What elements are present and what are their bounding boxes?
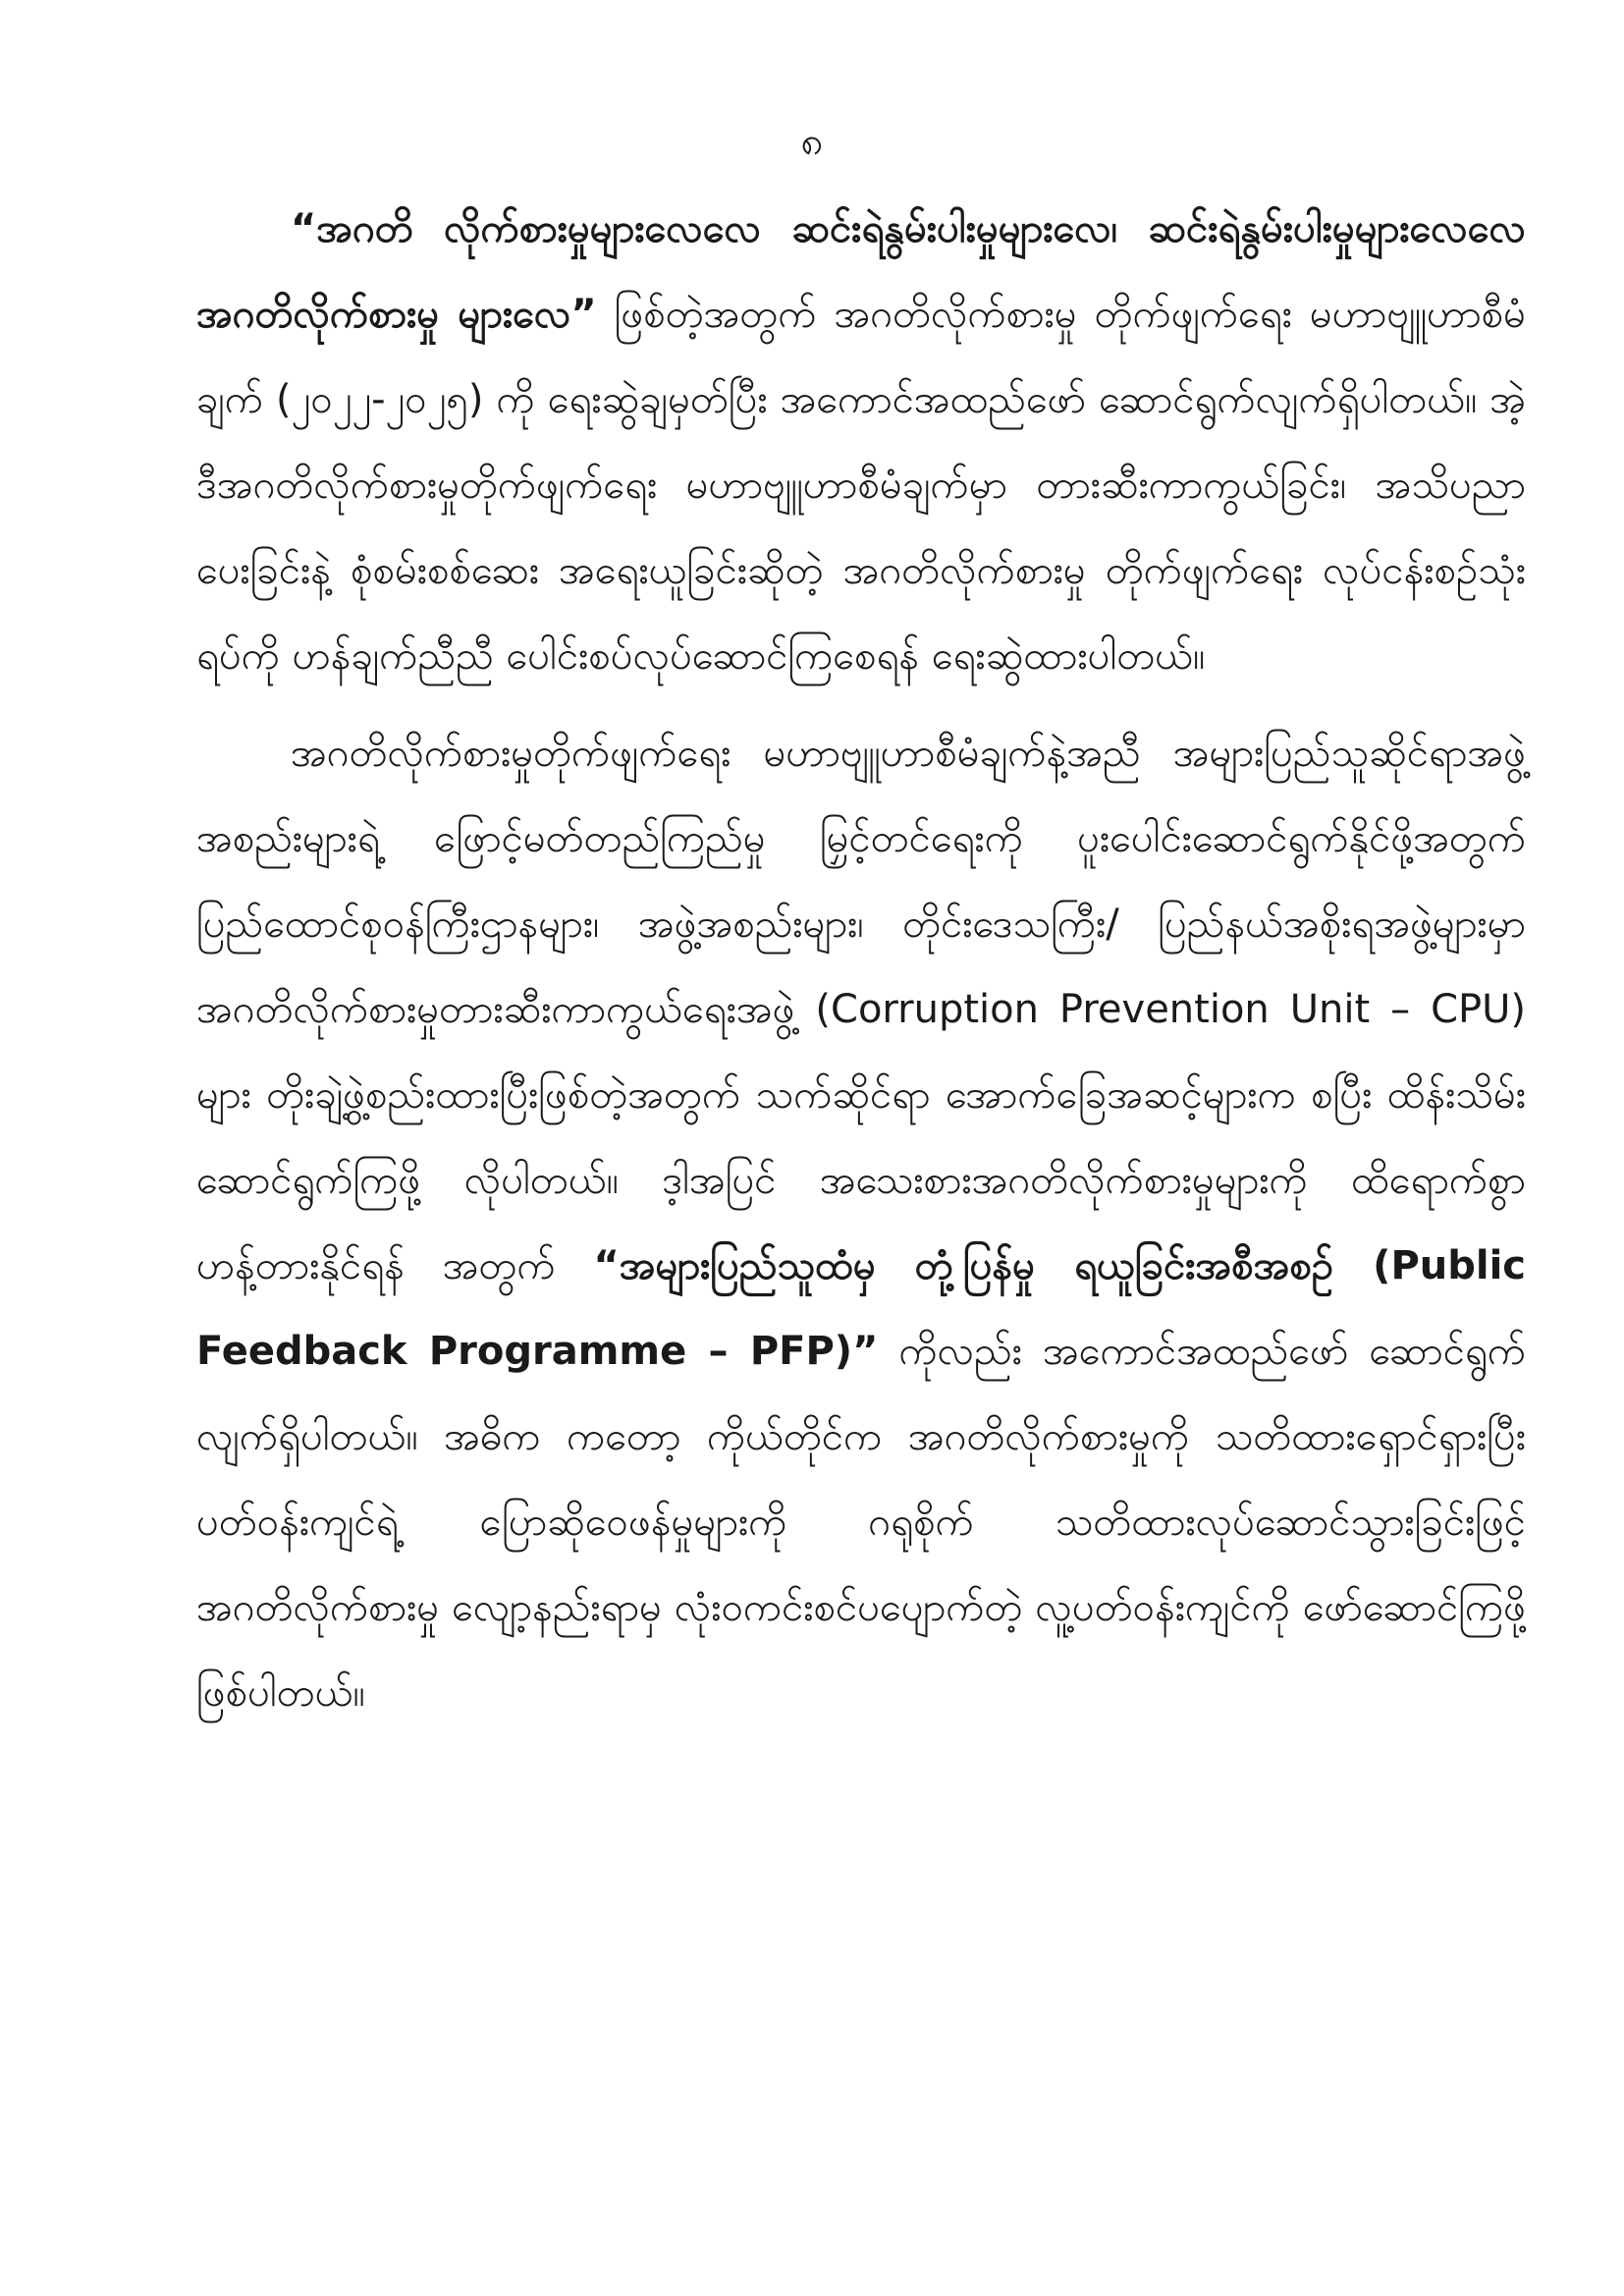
quote-bold-text: “အဂတိ လိုက်စားမှုများလေလေ ဆင်းရဲနွမ်းပါးမှုများလေ၊ ဆင်းရဲနွမ်းပါးမှုများလေလေ အဂတိလိုက်စားမှု များလေ”	[196, 206, 1526, 337]
page-number: ၈	[800, 119, 824, 164]
paragraph-text: ကိုလည်း အကောင်အထည်ဖော် ဆောင်ရွက်လျက်ရှိပါတယ်။ အဓိက ကတော့ ကိုယ်တိုင်က အဂတိလိုက်စားမှုကို သတိထားရှောင်ရှားပြီး ပတ်ဝန်းကျင်ရဲ့ ပြောဆိုဝေဖန်မှုများကို ဂရုစိုက် သတိထားလုပ်ဆောင်သွားခြင်းဖြင့် အဂတိလိုက်စားမှု လျော့နည်းရာမှ လုံးဝကင်းစင်ပပျောက်တဲ့ လူ့ပတ်ဝန်းကျင်ကို ဖော်ဆောင်ကြဖို့ ဖြစ်ပါတယ်။	[196, 1329, 1526, 1716]
paragraph-text: ဖြစ်တဲ့အတွက် အဂတိလိုက်စားမှု တိုက်ဖျက်ရေး မဟာဗျူဟာစီမံချက် (၂၀၂၂-၂၀၂၅) ကို ရေးဆွဲချမှတ်ပြီး အကောင်အထည်ဖော် ဆောင်ရွက်လျက်ရှိပါတယ်။ အဲ့ဒီအဂတိလိုက်စားမှုတိုက်ဖျက်ရေး မဟာဗျူဟာစီမံချက်မှာ တားဆီးကာကွယ်ခြင်း၊ အသိပညာပေးခြင်းနဲ့ စုံစမ်းစစ်ဆေး အရေးယူခြင်းဆိုတဲ့ အဂတိလိုက်စားမှု တိုက်ဖျက်ရေး လုပ်ငန်းစဉ်သုံးရပ်ကို ဟန်ချက်ညီညီ ပေါင်းစပ်လုပ်ဆောင်ကြစေရန် ရေးဆွဲထားပါတယ်။	[196, 292, 1526, 679]
paragraph-text: အဂတိလိုက်စားမှုတိုက်ဖျက်ရေး မဟာဗျူဟာစီမံချက်နဲ့အညီ အများပြည်သူဆိုင်ရာအဖွဲ့အစည်းများရဲ့ ဖြောင့်မတ်တည်ကြည်မှု မြှင့်တင်ရေးကို ပူးပေါင်းဆောင်ရွက်နိုင်ဖို့အတွက် ပြည်ထောင်စုဝန်ကြီးဌာနများ၊ အဖွဲ့အစည်းများ၊ တိုင်းဒေသကြီး/ ပြည်နယ်အစိုးရအဖွဲ့များမှာ အဂတိလိုက်စားမှုတားဆီးကာကွယ်ရေးအဖွဲ့ (Corruption Prevention Unit – CPU) များ တိုးချဲ့ဖွဲ့စည်းထားပြီးဖြစ်တဲ့အတွက် သက်ဆိုင်ရာ အောက်ခြေအဆင့်များက စပြီး ထိန်းသိမ်းဆောင်ရွက်ကြဖို့ လိုပါတယ်။ ဒ့ါအပြင် အသေးစားအဂတိလိုက်စားမှုများကို ထိရောက်စွာ ဟန့်တားနိုင်ရန် အတွက်	[196, 731, 1526, 1288]
paragraph-1	[196, 187, 1526, 699]
program-name-bold-text: “အများပြည်သူထံမှ တုံ့ပြန်မှု ရယူခြင်းအစီအစဉ် (Public Feedback Programme – PFP)”	[196, 1243, 1526, 1374]
paragraph-2	[196, 711, 1526, 1736]
